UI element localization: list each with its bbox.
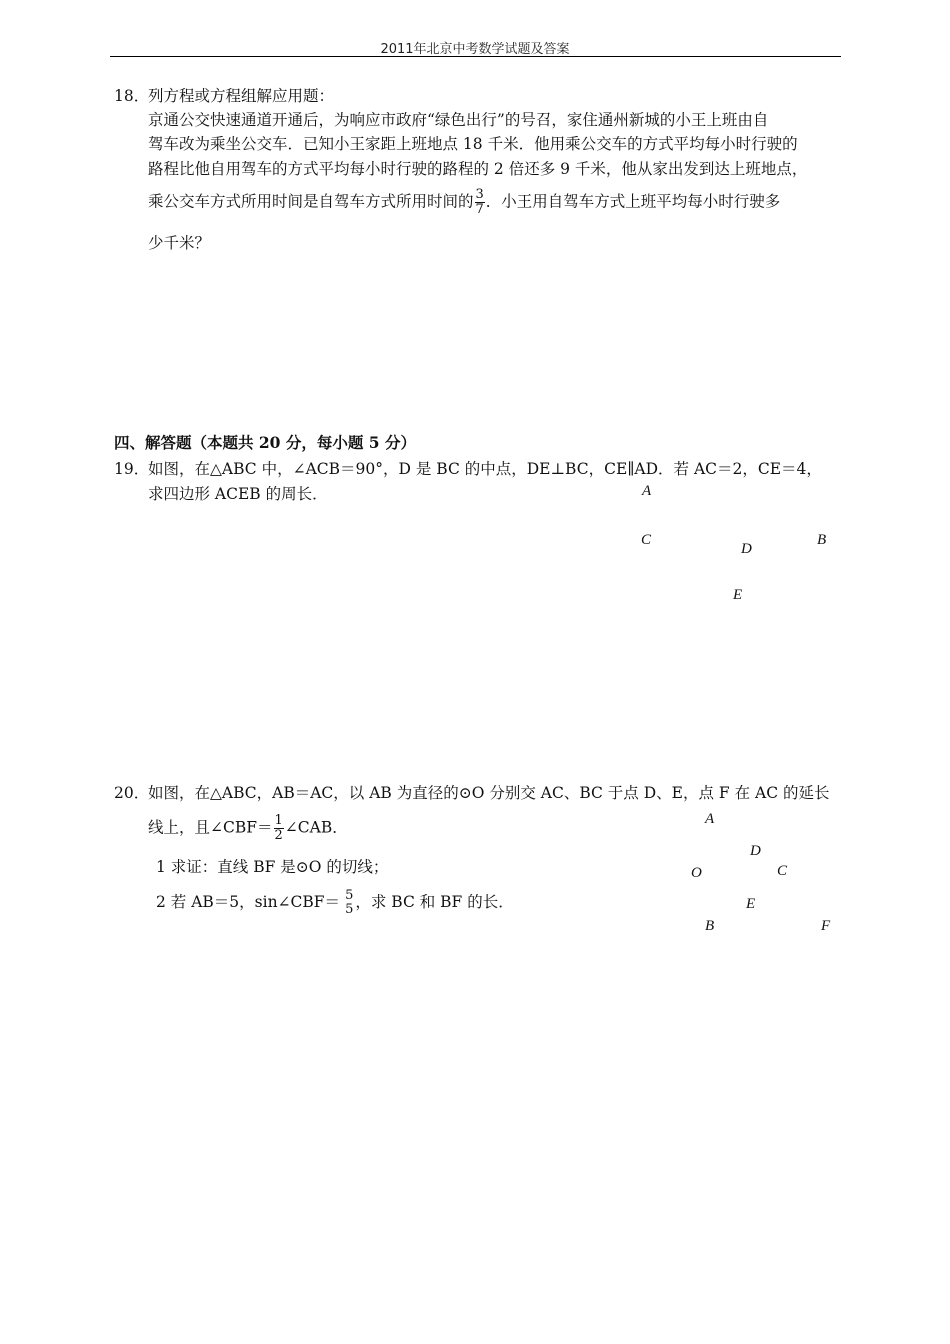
q19-line-1: 如图，在△ABC 中，∠ACB＝90°，D 是 BC 的中点，DE⊥BC，CE∥AD．若 AC＝2，CE＝4，: [148, 460, 822, 478]
q20-sin-denominator: 5: [345, 902, 354, 917]
q20-point-e: E: [746, 896, 756, 912]
q19-point-a: A: [642, 483, 652, 499]
q20-point-c: C: [777, 863, 788, 879]
q20-sin-fraction: [344, 889, 354, 917]
page-header-title: 2011年北京中考数学试题及答案: [380, 42, 570, 57]
q20-point-o: O: [691, 865, 702, 881]
q20-part-2: [156, 889, 514, 917]
q18-title: 列方程或方程组解应用题：: [148, 87, 335, 105]
q19-point-c: C: [641, 532, 652, 548]
q20-point-a: A: [705, 811, 715, 827]
q19-point-e: E: [733, 587, 743, 603]
q18-line-3: 路程比他自用驾车的方式平均每小时行驶的路程的 2 倍还多 9 千米，他从家出发到达上班地点，: [148, 160, 808, 178]
q18-line-2: 驾车改为乘坐公交车．已知小王家距上班地点 18 千米．他用乘公交车的方式平均每小时行驶的: [148, 135, 798, 153]
q20-number: 20．: [114, 784, 150, 802]
q18-line-4-tail: ．小王用自驾车方式上班平均每小时行驶多: [485, 192, 781, 211]
q19-point-b: B: [817, 532, 827, 548]
q20-part-2-text: 2 若 AB＝5，sin∠CBF＝: [156, 893, 341, 911]
q18-number: 18．: [114, 87, 150, 105]
q20-fraction: [274, 814, 284, 843]
q20-part-2-tail: ，求 BC 和 BF 的长．: [355, 893, 514, 911]
q20-point-d: D: [750, 843, 761, 859]
q19-point-d: D: [741, 541, 752, 557]
q20-fraction-numerator: 1: [274, 813, 283, 828]
q20-line-2: [148, 814, 348, 843]
q18-line-4: [148, 188, 780, 217]
q20-point-f: F: [821, 918, 831, 934]
q19-line-2: 求四边形 ACEB 的周长．: [148, 485, 328, 503]
q20-sin-numerator: 5: [345, 888, 354, 903]
header-divider: [110, 56, 841, 57]
q19-number: 19．: [114, 460, 150, 478]
q20-point-b: B: [705, 918, 715, 934]
q18-fraction: [475, 188, 485, 217]
q18-line-1: 京通公交快速通道开通后，为响应市政府“绿色出行”的号召，家住通州新城的小王上班由自: [148, 111, 769, 129]
section-4-heading: 四、解答题（本题共 20 分，每小题 5 分）: [114, 433, 416, 452]
q20-fraction-denominator: 2: [274, 828, 283, 843]
q20-line-2-text: 线上，且∠CBF＝: [148, 818, 273, 837]
q18-line-5: 少千米？: [148, 234, 211, 252]
q18-line-4-text: 乘公交车方式所用时间是自驾车方式所用时间的: [148, 192, 474, 211]
q20-line-1: 如图，在△ABC，AB＝AC，以 AB 为直径的⊙O 分别交 AC、BC 于点 D、E，点 F 在 AC 的延长: [148, 784, 830, 802]
q18-fraction-denominator: 7: [475, 202, 484, 217]
q20-line-2-tail: ∠CAB．: [284, 818, 348, 837]
q18-fraction-numerator: 3: [475, 187, 484, 202]
q20-part-1: 1 求证：直线 BF 是⊙O 的切线；: [156, 858, 389, 876]
